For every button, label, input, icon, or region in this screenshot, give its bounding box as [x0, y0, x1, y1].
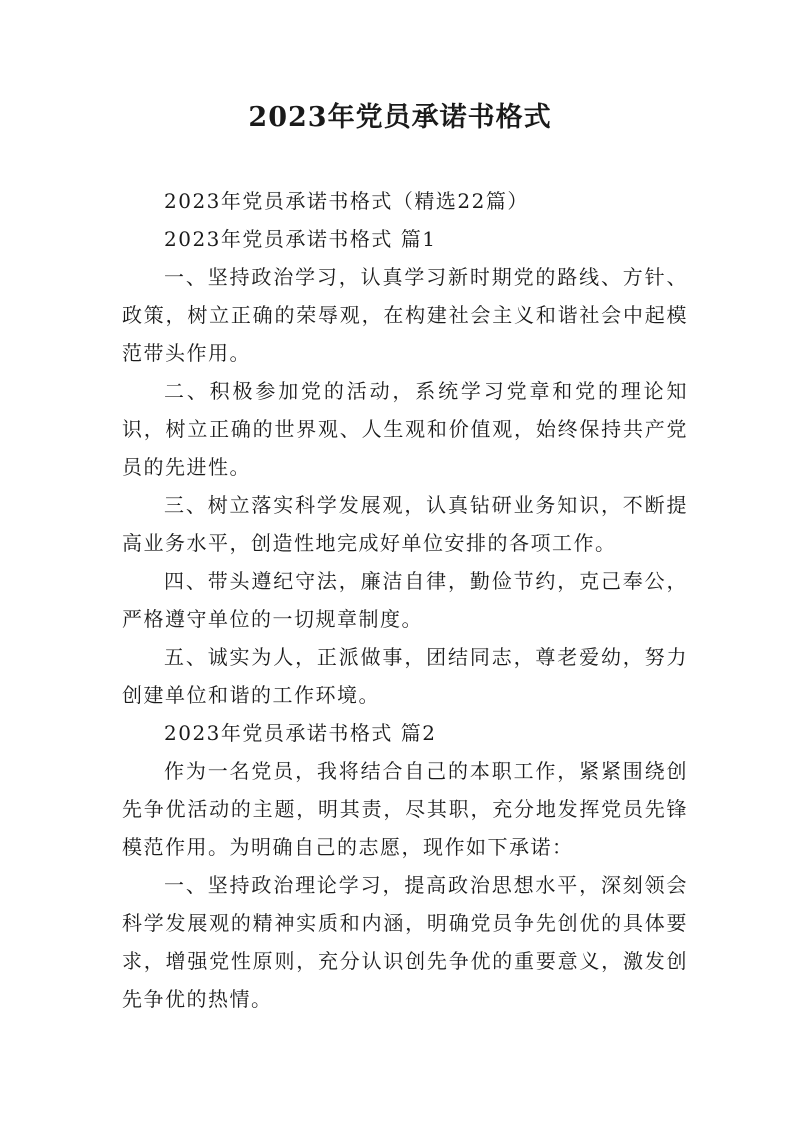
paragraph: 四、带头遵纪守法，廉洁自律，勤俭节约，克己奉公，严格遵守单位的一切规章制度。: [122, 569, 688, 631]
section-heading-2: 2023年党员承诺书格式 篇2: [164, 721, 437, 745]
paragraph: 作为一名党员，我将结合自己的本职工作，紧紧围绕创先争优活动的主题，明其责，尽其职，充分地发挥党员先锋模范作用。为明确自己的志愿，现作如下承诺：: [122, 759, 688, 859]
paragraph: 二、积极参加党的活动，系统学习党章和党的理论知识，树立正确的世界观、人生观和价值观，始终保持共产党员的先进性。: [122, 379, 688, 479]
paragraph: 五、诚实为人，正派做事，团结同志，尊老爱幼，努力创建单位和谐的工作环境。: [122, 645, 688, 707]
document-title: 2023年党员承诺书格式: [248, 102, 552, 133]
paragraph: 一、坚持政治理论学习，提高政治思想水平，深刻领会科学发展观的精神实质和内涵，明确党员争先创优的具体要求，增强党性原则，充分认识创先争优的重要意义，激发创先争优的热情。: [122, 873, 688, 1011]
paragraph: 一、坚持政治学习，认真学习新时期党的路线、方针、政策，树立正确的荣辱观，在构建社会主义和谐社会中起模范带头作用。: [122, 265, 688, 365]
document-body: [122, 182, 688, 1018]
section-heading-1: 2023年党员承诺书格式 篇1: [164, 227, 437, 251]
paragraph: 三、树立落实科学发展观，认真钻研业务知识，不断提高业务水平，创造性地完成好单位安排的各项工作。: [122, 493, 688, 555]
paragraph-subtitle: 2023年党员承诺书格式（精选22篇）: [164, 189, 529, 213]
